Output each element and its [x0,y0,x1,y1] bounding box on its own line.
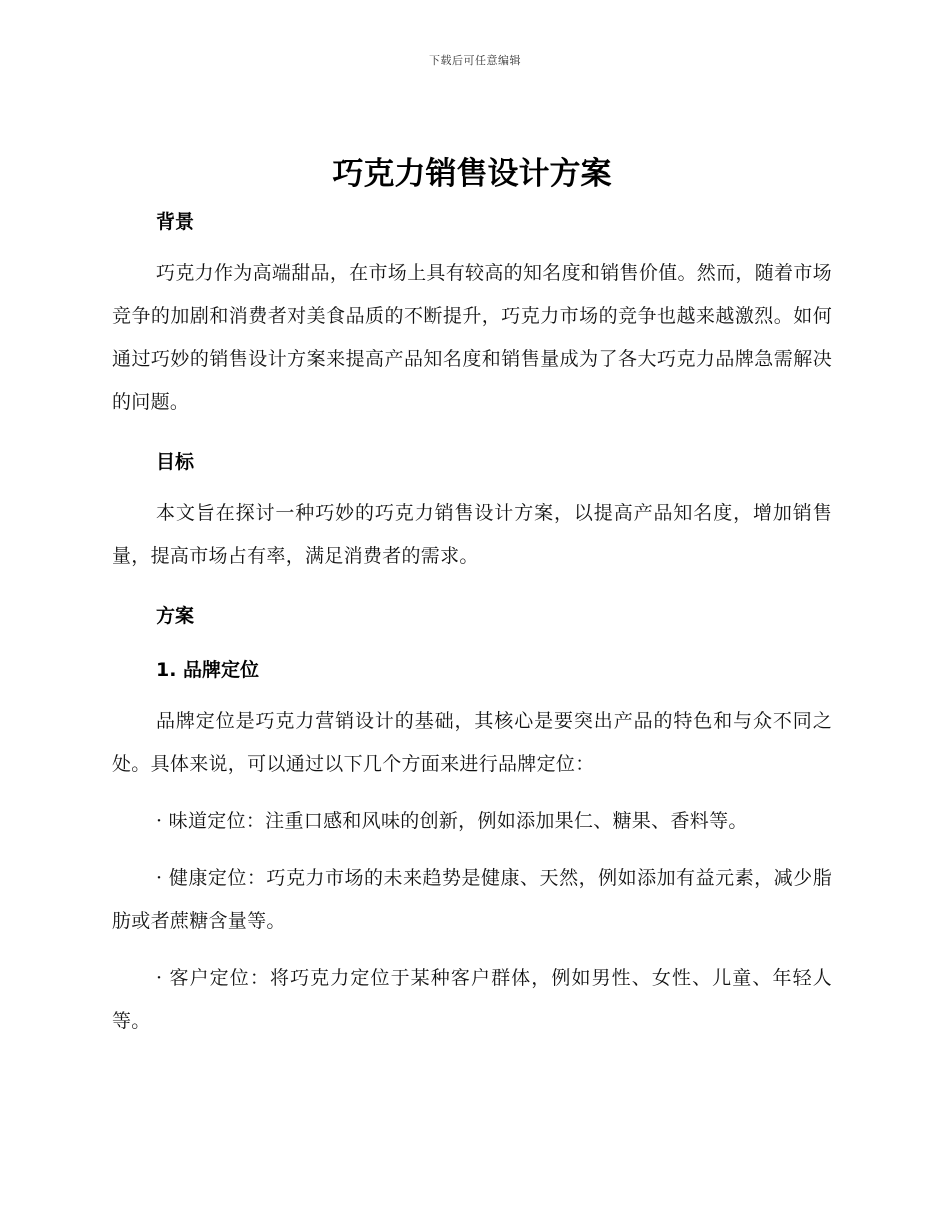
document-title: 巧克力销售设计方案 [332,156,612,192]
goal-paragraph: 本文旨在探讨一种巧妙的巧克力销售设计方案，以提高产品知名度，增加销售量，提高市场占有率，满足消费者的需求。 [112,502,832,567]
brand-positioning-intro: 品牌定位是巧克力营销设计的基础，其核心是要突出产品的特色和与众不同之处。具体来说，可以通过以下几个方面来进行品牌定位： [112,710,832,775]
section-heading-background: 背景 [156,211,195,233]
bullet-customer-positioning: · 客户定位：将巧克力定位于某种客户群体，例如男性、女性、儿童、年轻人等。 [112,967,832,1032]
document-body [112,148,832,1043]
subsection-heading-brand-positioning: 1. 品牌定位 [156,659,260,681]
bullet-health-positioning: · 健康定位：巧克力市场的未来趋势是健康、天然，例如添加有益元素，减少脂肪或者蔗糖含量等。 [112,867,832,932]
bullet-flavor-positioning: · 味道定位：注重口感和风味的创新，例如添加果仁、糖果、香料等。 [156,810,748,832]
background-paragraph: 巧克力作为高端甜品，在市场上具有较高的知名度和销售价值。然而，随着市场竞争的加剧和消费者对美食品质的不断提升，巧克力市场的竞争也越来越激烈。如何通过巧妙的销售设计方案来提高产品知名度和销售量成为了各大巧克力品牌急需解决的问题。 [112,262,832,413]
section-heading-plan: 方案 [156,605,195,627]
section-heading-goal: 目标 [156,451,195,473]
header-note: 下载后可任意编辑 [429,54,521,67]
